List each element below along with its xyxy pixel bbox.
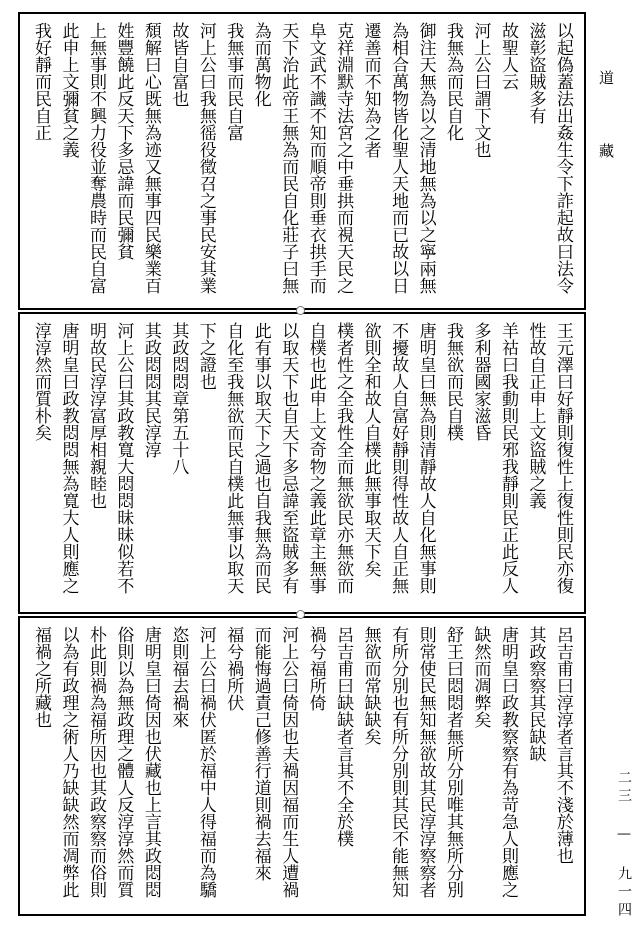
text-column: 性故自正申上文盜賊之義	[525, 322, 546, 509]
text-column: 舒王曰悶悶者無所分別唯其無所分別	[443, 626, 464, 898]
text-column: 我無欲而民自樸	[443, 322, 464, 441]
text-column: 頹解曰心既無為迹又無事四民樂業百	[140, 22, 161, 294]
text-column: 下之證也	[195, 322, 216, 390]
text-column: 王元澤曰好靜則復性上復性則民亦復	[552, 322, 573, 594]
text-column: 我無事而民自富	[223, 22, 244, 141]
text-column: 無欲而常缺缺矣	[360, 626, 381, 745]
text-column: 有所分別也有所分別則其民不能無知	[388, 626, 409, 898]
binding-hole	[296, 306, 305, 315]
text-column: 克祥淵默寺法宮之中垂拱而視天民之	[333, 22, 354, 294]
text-column: 唐明皇曰政教察察有為苛急人則應之	[497, 626, 518, 898]
text-columns	[28, 322, 576, 606]
text-column: 福兮禍所伏	[223, 626, 244, 711]
text-column: 唐明皇曰無為則清靜故人自化無事則	[415, 322, 436, 594]
text-column: 禍兮福所倚	[305, 626, 326, 711]
text-column: 御注天無為以之清地無為以之寧兩無	[415, 22, 436, 294]
text-column: 缺然而凋弊矣	[470, 626, 491, 728]
text-column: 明故民淳淳富厚相親睦也	[85, 322, 106, 509]
text-column: 河上公曰其政教寬大悶悶昧昧似若不	[113, 322, 134, 594]
text-column: 欲則全和故人自樸此無事取天下矣	[360, 322, 381, 577]
text-column: 我好靜而民自正	[31, 22, 51, 141]
text-columns	[28, 22, 576, 302]
text-column: 唐明皇曰倚因也伏藏也上言其政悶悶	[140, 626, 161, 898]
text-column: 俗則以為無政理之體人反淳淳然而質	[113, 626, 134, 898]
text-column: 唐明皇曰政教悶悶無為寬大人則應之	[58, 322, 79, 594]
text-column: 天下治此帝王無為而民自化莊子曰無	[278, 22, 299, 294]
text-column: 阜文武不識不知而順帝則垂衣拱手而	[305, 22, 326, 294]
text-column: 滋彰盜賊多有	[525, 22, 546, 124]
text-column: 我無為而民自化	[443, 22, 464, 141]
text-column: 以取天下也自天下多忌諱至盜賊多有	[278, 322, 299, 594]
text-column: 樸者性之全我性全而無欲民亦無欲而	[333, 322, 354, 594]
side-title: 道 藏	[597, 70, 615, 178]
text-column: 為而萬物化	[250, 22, 271, 107]
text-column: 故皆自富也	[168, 22, 189, 107]
text-column: 此申上文彌貧之義	[58, 22, 79, 158]
text-column: 河上公曰謂下文也	[470, 22, 491, 158]
text-panel-bottom	[18, 616, 586, 916]
text-column: 不擾故人自富好靜則得性故人自正無	[388, 322, 409, 594]
chapter-heading: 其政悶悶章第五十八	[168, 322, 189, 475]
text-column: 福禍之所藏也	[31, 626, 51, 728]
binding-hole	[296, 610, 305, 619]
text-column: 此有事以取天下之過也自我無為而民	[250, 322, 271, 594]
text-column: 則常使民無知無欲故其民淳淳察察者	[415, 626, 436, 898]
text-column: 呂吉甫曰淳淳者言其不淺於薄也	[552, 626, 573, 864]
text-column: 河上公曰倚因也夫禍因福而生人遭禍	[278, 626, 299, 898]
text-column: 以起偽蓋法出姦生令下詐起故曰法令	[552, 22, 573, 294]
text-column: 遷善而不知為之者	[360, 22, 381, 158]
text-column: 上無事則不興力役並奪農時而民自富	[85, 22, 106, 294]
text-column: 而能悔過責己修善行道則禍去福來	[250, 626, 271, 881]
text-column: 淳淳然而質朴矣	[31, 322, 51, 441]
page-number: 二三 — 九一四	[616, 770, 632, 920]
text-column: 恣則福去禍來	[168, 626, 189, 728]
text-panel-top	[18, 12, 586, 310]
text-column: 呂吉甫曰缺缺者言其不全於樸	[333, 626, 354, 847]
text-column: 以為有政理之術人乃缺缺然而凋弊此	[58, 626, 79, 898]
text-column: 自化至我無欲而民自樸此無事以取天	[223, 322, 244, 594]
text-column: 河上公曰禍伏匿於福中人得福而為驕	[195, 626, 216, 898]
text-column: 朴此則禍為福所因也其政察察而俗則	[85, 626, 106, 898]
text-panel-middle	[18, 312, 586, 614]
text-column: 自樸也此申上文奇物之義此章主無事	[305, 322, 326, 594]
text-column: 故聖人云	[497, 22, 518, 90]
text-column: 為相合萬物皆化聖人天地而已故以日	[388, 22, 409, 294]
text-column: 姓豐饒此反天下多忌諱而民彌貧	[113, 22, 134, 260]
text-column: 其政察察其民缺缺	[525, 626, 546, 762]
text-columns	[28, 626, 576, 908]
text-column: 多利器國家滋昏	[470, 322, 491, 441]
text-column: 羊祜曰我動則民邪我靜則民正此反人	[497, 322, 518, 594]
text-column: 其政悶悶其民淳淳	[140, 322, 161, 458]
text-column: 河上公曰我無徭役徵召之事民安其業	[195, 22, 216, 294]
